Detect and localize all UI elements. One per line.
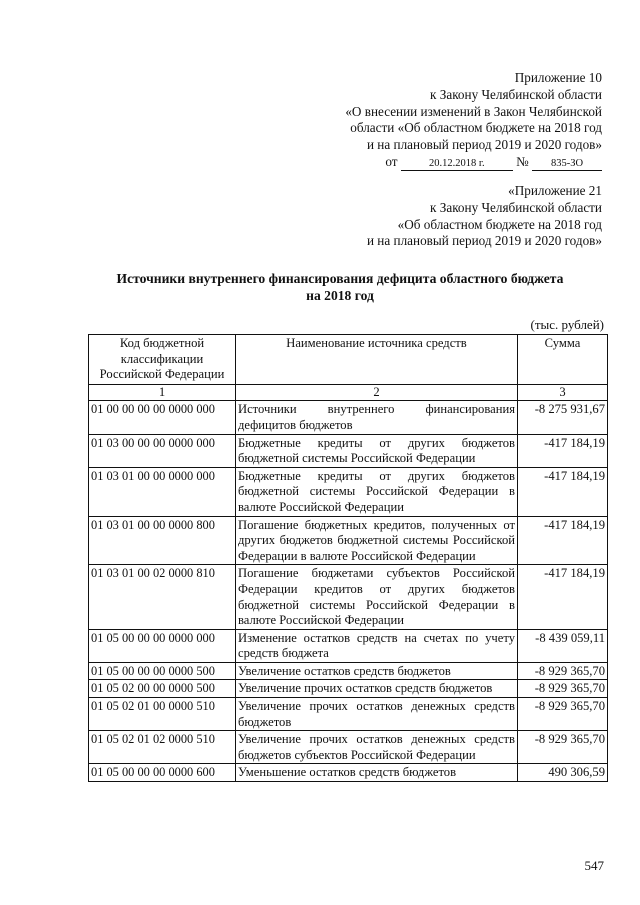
source-name: Изменение остатков средств на счетах по учету средств бюджета [236,629,518,662]
title-line: на 2018 год [306,288,374,303]
source-name: Увеличение остатков средств бюджетов [236,662,518,680]
amount: -8 929 365,70 [518,698,608,731]
table-row [89,662,608,680]
table-row [89,731,608,764]
column-number-row [89,384,608,401]
budget-code: 01 05 00 00 00 0000 600 [89,764,236,782]
appendix-21-line: «Об областном бюджете на 2018 год [397,216,602,232]
header-code: Код бюджетной классификации Российской Федерации [89,335,236,385]
table-row [89,516,608,565]
source-name: Увеличение прочих остатков средств бюджетов [236,680,518,698]
budget-code: 01 05 02 01 02 0000 510 [89,731,236,764]
appendix-21-line: к Закону Челябинской области [430,199,602,215]
column-number: 2 [236,384,518,401]
column-number: 1 [89,384,236,401]
amount: -8 929 365,70 [518,680,608,698]
appendix-10-line: «О внесении изменений в Закон Челябинской [345,103,602,119]
budget-code: 01 03 01 00 02 0000 810 [89,565,236,629]
source-name: Источники внутреннего финансирования дефицитов бюджетов [236,401,518,434]
amount: -8 929 365,70 [518,662,608,680]
table-row [89,434,608,467]
budget-code: 01 05 00 00 00 0000 500 [89,662,236,680]
budget-code: 01 03 01 00 00 0000 000 [89,467,236,516]
amount: -8 275 931,67 [518,401,608,434]
table-row [89,401,608,434]
header-sum: Сумма [518,335,608,385]
table-row [89,467,608,516]
amount: -8 929 365,70 [518,731,608,764]
appendix-21-line: «Приложение 21 [508,183,602,198]
law-date-number-line [345,154,602,171]
table-row [89,698,608,731]
from-label: от [385,153,398,169]
appendix-21-line: и на плановый период 2019 и 2020 годов» [366,233,602,249]
table-header-row [89,335,608,385]
page-number: 547 [584,858,604,873]
units-label: (тыс. рублей) [530,317,604,332]
amount: 490 306,59 [518,764,608,782]
budget-code: 01 03 01 00 00 0000 800 [89,516,236,565]
amount: -417 184,19 [518,467,608,516]
appendix-10-line: Приложение 10 [514,70,602,85]
amount: -417 184,19 [518,516,608,565]
table-row [89,680,608,698]
source-name: Погашение бюджетных кредитов, полученных от других бюджетов бюджетной системы Российской Федерации в валюте Российской Федерации [236,516,518,565]
table-row [89,629,608,662]
column-number: 3 [518,384,608,401]
title-line: Источники внутреннего финансирования дефицита областного бюджета [116,271,564,286]
source-name: Бюджетные кредиты от других бюджетов бюджетной системы Российской Федерации в валюте Российской Федерации [236,467,518,516]
source-name: Уменьшение остатков средств бюджетов [236,764,518,782]
budget-code: 01 05 00 00 00 0000 000 [89,629,236,662]
document-title [90,270,590,304]
table-row [89,764,608,782]
appendix-10-line: и на плановый период 2019 и 2020 годов» [366,137,602,153]
source-name: Бюджетные кредиты от других бюджетов бюджетной системы Российской Федерации [236,434,518,467]
budget-code: 01 03 00 00 00 0000 000 [89,434,236,467]
amount: -417 184,19 [518,565,608,629]
appendix-21-header [367,183,602,250]
law-number: 835-ЗО [532,157,602,171]
source-name: Увеличение прочих остатков денежных средств бюджетов субъектов Российской Федерации [236,731,518,764]
budget-code: 01 00 00 00 00 0000 000 [89,401,236,434]
source-name: Увеличение прочих остатков денежных средств бюджетов [236,698,518,731]
number-label: № [516,153,529,169]
amount: -8 439 059,11 [518,629,608,662]
amount: -417 184,19 [518,434,608,467]
header-name: Наименование источника средств [236,335,518,385]
appendix-10-line: к Закону Челябинской области [430,86,602,102]
budget-code: 01 05 02 01 00 0000 510 [89,698,236,731]
table-row [89,565,608,629]
appendix-10-line: области «Об областном бюджете на 2018 год [350,120,602,136]
source-name: Погашение бюджетами субъектов Российской Федерации кредитов от других бюджетов бюджетной системы Российской Федерации в валюте Российской Федерации [236,565,518,629]
financing-sources-table [88,334,608,782]
law-date: 20.12.2018 г. [401,157,513,171]
budget-code: 01 05 02 00 00 0000 500 [89,680,236,698]
appendix-10-header [345,70,602,171]
